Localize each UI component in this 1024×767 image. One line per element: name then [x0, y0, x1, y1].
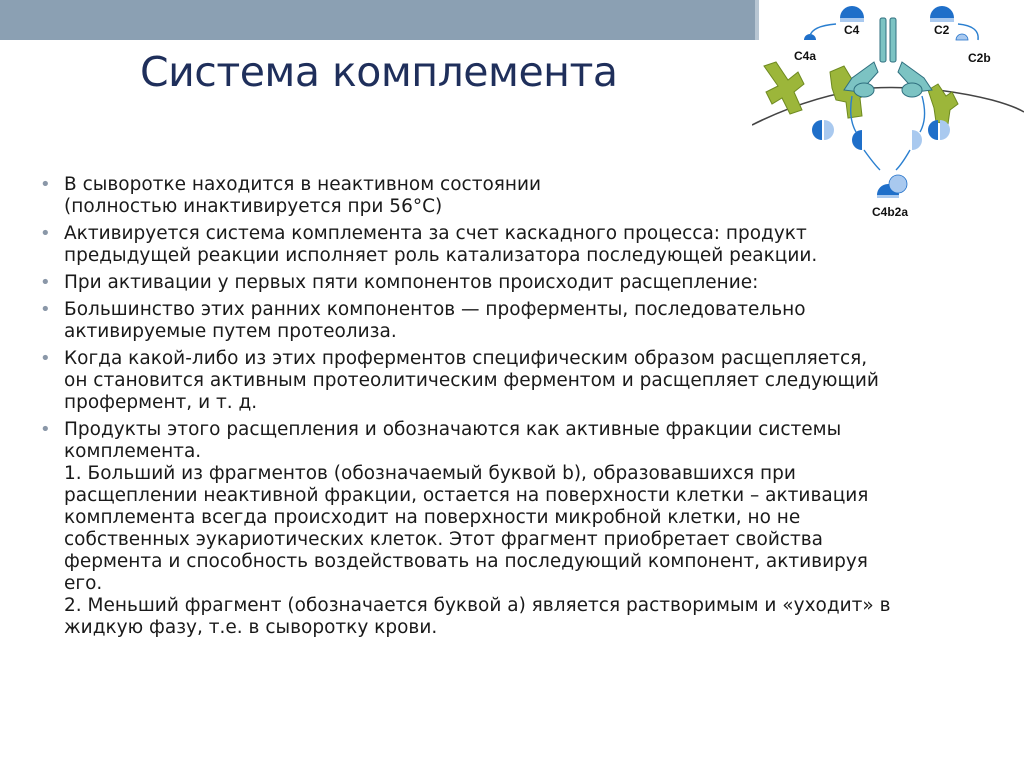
- bullet-item: [40, 299, 990, 343]
- bullet-item: [40, 272, 990, 294]
- label-c2: C2: [934, 23, 950, 37]
- bullet-text: Продукты этого расщепления и обозначаются как активные фракции системы комплемента. 1. Больший из фрагментов (обозначаемый буквой b), образовавшихся при расщеплении неактивной фракции, остается на поверхности клетки – активация комплемента всегда происходит на поверхности микробной клетки, но не собственных эукариотических клеток. Этот фрагмент приобретает свойства фермента и способность воздействовать на последующий компонент, активируя его. 2. Меньший фрагмент (обозначается буквой a) является растворимым и «уходит» в жидкую фазу, т.е. в сыворотку крови.: [64, 419, 891, 638]
- label-c4a: C4a: [794, 49, 817, 63]
- bullet-text: Активируется система комплемента за счет каскадного процесса: продукт предыдущей реакции исполняет роль катализатора последующей реакции.: [64, 223, 818, 266]
- bullet-marker: •: [40, 299, 51, 320]
- bullet-marker: •: [40, 419, 51, 440]
- bullet-text: При активации у первых пяти компонентов происходит расщепление:: [64, 272, 759, 293]
- bullet-text: Большинство этих ранних компонентов — проферменты, последовательно активируемые путем протеолиза.: [64, 299, 806, 342]
- bullet-item: [40, 223, 990, 267]
- bullet-list: [40, 174, 990, 644]
- bullet-item: [40, 348, 990, 414]
- c2-molecule: [930, 6, 954, 22]
- bullet-marker: •: [40, 223, 51, 244]
- label-c4: C4: [844, 23, 860, 37]
- c2b-fragment: [956, 34, 968, 40]
- bullet-text: В сыворотке находится в неактивном состоянии (полностью инактивируется при 56°C): [64, 174, 542, 217]
- c4-molecule: [840, 6, 864, 22]
- bullet-marker: •: [40, 272, 51, 293]
- bullet-text: Когда какой-либо из этих проферментов специфическим образом расщепляется, он становится активным протеолитическим ферментом и расщепляет следующий профермент, и т. д.: [64, 348, 879, 413]
- bullet-item: [40, 419, 990, 639]
- bullet-marker: •: [40, 348, 51, 369]
- bound-fragments: [812, 120, 950, 150]
- bullet-marker: •: [40, 174, 51, 195]
- label-c4b2a: C4b2a: [872, 205, 909, 219]
- header-bar: [0, 0, 755, 40]
- label-c2b: C2b: [968, 51, 991, 65]
- bullet-item: [40, 174, 990, 218]
- slide-title: Система комплемента: [140, 48, 618, 96]
